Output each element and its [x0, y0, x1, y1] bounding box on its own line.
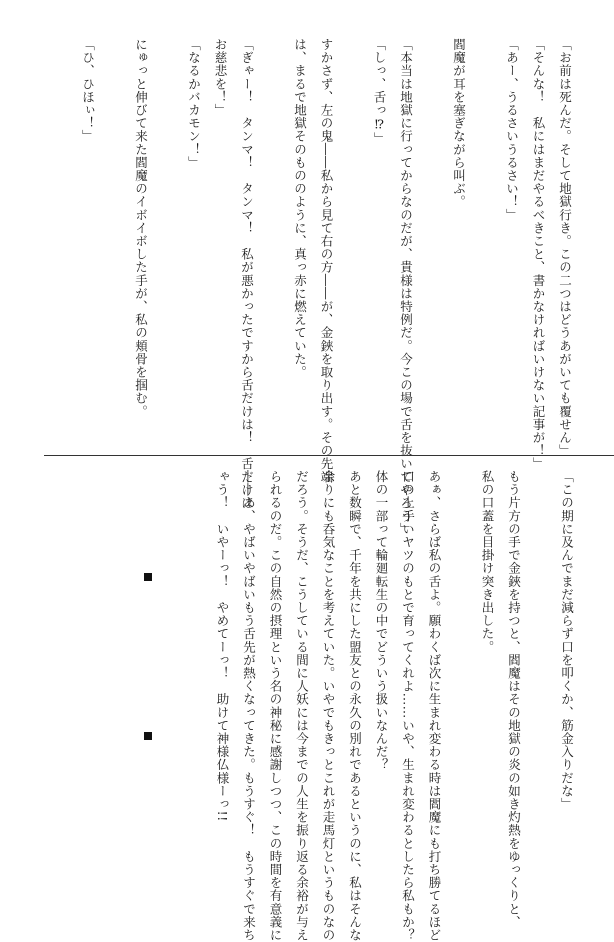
text-column: 「本当は地獄に行ってからなのだが、貴様は特例だ。今この場で舌を抜いてやろう」: [398, 38, 414, 536]
text-column: だろう。そうだ、こうしている間に人妖には今までの人生を振り返る余裕が与え: [294, 470, 310, 942]
text-column: 「そんな！ 私にはまだやるべきこと、書かなければいけない記事が！」: [531, 38, 546, 471]
text-column: 閻魔が耳を塞ぎながら叫ぶ。: [451, 38, 467, 209]
text-column: られるのだ。この自然の摂理という名の神秘に感謝しつつ、この時間を有意義に: [268, 470, 283, 942]
lower-text-block: [0, 470, 614, 942]
text-column: もう片方の手で金鋏を持つと、閻魔はその地獄の炎の如き灼熱をゆっくりと、: [506, 470, 522, 929]
text-column: 「なるかバカモン！」: [186, 38, 202, 169]
section-marker: [144, 573, 152, 581]
text-column: にゅっと伸びて来た閻魔のイボイボした手が、私の頬骨を掴む。: [133, 38, 149, 418]
text-column: 口の上手いヤツのもとで育ってくれよ……いや、生まれ変わるとしたら私もか？: [400, 470, 416, 942]
text-column: 「ぎゃー！ タンマ！ タンマ！ 私が悪かったですから舌だけは！ 舌だけは: [239, 38, 255, 510]
text-column: ――あ、やばいやばいもう舌先が熱くなってきた。もうすぐ！ もうすぐで来ち: [241, 470, 257, 942]
text-column: すかさず、左の鬼――私から見て右の方――が、金鋏を取り出す。その先端: [319, 38, 334, 484]
text-column: お慈悲を！」: [213, 38, 228, 117]
text-column: あと数瞬で、千年を共にした盟友との永久の別れであるというのに、私はそんな: [347, 470, 363, 942]
scene-divider: [44, 455, 614, 456]
text-column: は、まるで地獄そのもののように、真っ赤に燃えていた。: [292, 38, 308, 379]
text-column: 「しっ、舌っ⁉」: [372, 38, 387, 146]
text-column: 私の口蓋を目掛け突き出した。: [480, 470, 495, 654]
text-column: 体の一部って輪廻転生の中でどういう扱いなんだ？: [374, 470, 389, 772]
text-column: ゃう！ いやーっ！ やめてーっ！ 助けて神様仏様ーっ!!: [215, 470, 230, 822]
text-column: 余りにも呑気なことを考えていた。いやでもきっとこれが走馬灯というものなの: [321, 470, 336, 942]
upper-text-block: [0, 38, 614, 536]
section-marker: [144, 732, 152, 740]
text-column: あぁ、さらば私の舌よ。願わくば次に生まれ変わる時は閻魔にも打ち勝てるほど: [427, 470, 442, 942]
text-column: 「この期に及んでまだ減らず口を叩くか、筋金入りだな」: [559, 470, 575, 811]
text-column: 「お前は死んだ。そして地獄行き。この二つはどうあがいても覆せん」: [557, 38, 573, 458]
text-column: 「あー、うるさいうるさい！」: [504, 38, 520, 222]
text-column: 「ひ、ひほぃ！」: [80, 38, 96, 143]
